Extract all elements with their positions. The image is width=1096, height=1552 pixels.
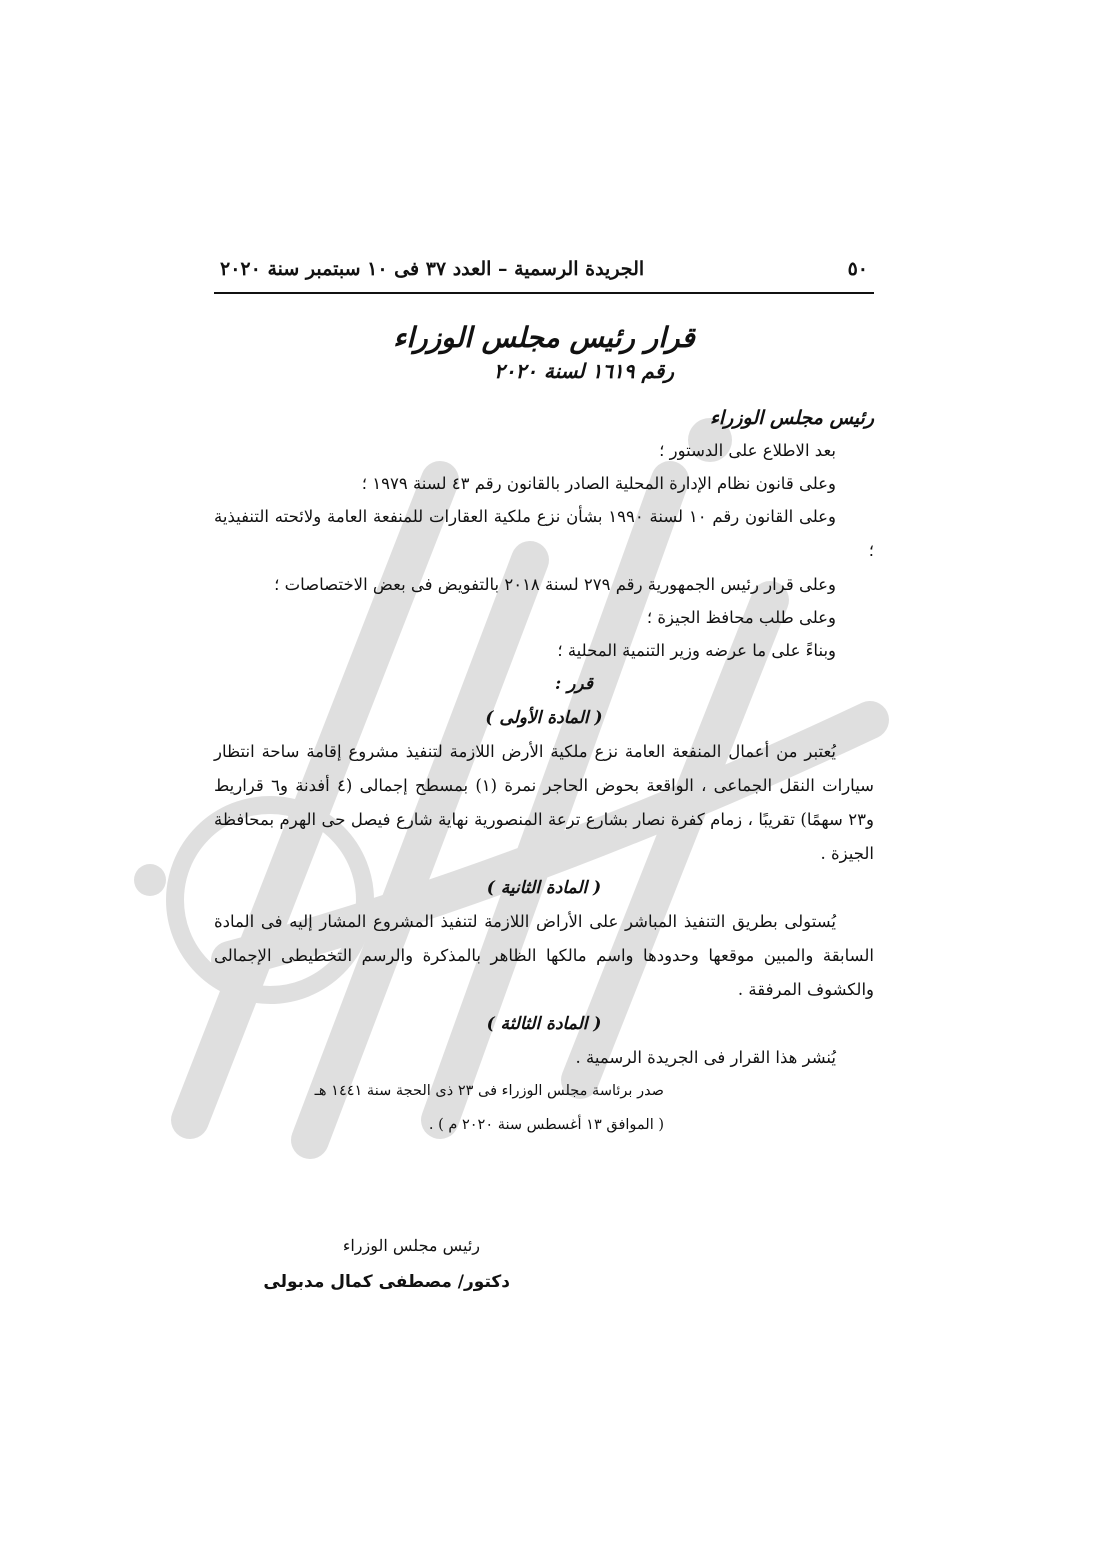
- preamble-line: وعلى طلب محافظ الجيزة ؛: [646, 608, 836, 627]
- page-number: ٥٠: [847, 258, 868, 280]
- gazette-issue-line: الجريدة الرسمية – العدد ٣٧ فى ١٠ سبتمبر سنة ٢٠٢٠: [220, 258, 645, 280]
- page-header: [214, 258, 874, 294]
- article-heading: ( المادة الأولى ): [485, 708, 603, 728]
- article-text: يُنشر هذا القرار فى الجريدة الرسمية .: [575, 1048, 836, 1067]
- signature-title: رئيس مجلس الوزراء: [342, 1236, 480, 1255]
- article-1: [214, 701, 874, 871]
- decree-title: قرار رئيس مجلس الوزراء: [393, 321, 695, 354]
- preamble: [214, 434, 874, 667]
- decree-word: قرر :: [555, 674, 593, 694]
- article-text: يُعتبر من أعمال المنفعة العامة نزع ملكية الأرض اللازمة لتنفيذ مشروع إقامة ساحة انتظار سيارات النقل الجماعى ، الواقعة بحوض الحاجر نمرة (١) بمسطح إجمالى (٤ أفدنة و٦ قراريط و٢٣ سهمًا) تقريبًا ، زمام كفرة نصار بشارع ترعة المنصورية نهاية شارع فيصل حى الهرم بمحافظة الجيزة .: [214, 742, 875, 863]
- preamble-line: وعلى قانون نظام الإدارة المحلية الصادر بالقانون رقم ٤٣ لسنة ١٩٧٩ ؛: [361, 474, 836, 493]
- preamble-line: بعد الاطلاع على الدستور ؛: [659, 441, 836, 460]
- article-3: [214, 1007, 874, 1074]
- issued-date-gregorian: ( الموافق ١٣ أغسطس سنة ٢٠٢٠ م ) .: [428, 1117, 664, 1133]
- decree-number: رقم ١٦١٩ لسنة ٢٠٢٠: [493, 359, 675, 383]
- article-text: يُستولى بطريق التنفيذ المباشر على الأراض اللازمة لتنفيذ المشروع المشار إليه فى المادة السابقة والمبين موقعها وحدودها واسم مالكها الظاهر بالمذكرة والرسم التخطيطى الإجمالى والكشوف المرفقة .: [214, 912, 874, 999]
- preamble-line: وعلى قرار رئيس الجمهورية رقم ٢٧٩ لسنة ٢٠١٨ بالتفويض فى بعض الاختصاصات ؛: [274, 575, 836, 594]
- preamble-line: وعلى القانون رقم ١٠ لسنة ١٩٩٠ بشأن نزع ملكية العقارات للمنفعة العامة ولائحته التنفيذية ؛: [214, 507, 874, 560]
- issued-date-hijri: صدر برئاسة مجلس الوزراء فى ٢٣ ذى الحجة سنة ١٤٤١ هـ: [314, 1083, 664, 1099]
- decree-document: [214, 258, 874, 1142]
- signature-block: [250, 1228, 510, 1300]
- signature-name: دكتور/ مصطفى كمال مدبولى: [263, 1272, 510, 1292]
- preamble-line: وبناءً على ما عرضه وزير التنمية المحلية ؛: [557, 641, 836, 660]
- article-heading: ( المادة الثالثة ): [486, 1014, 602, 1034]
- issuer-heading: رئيس مجلس الوزراء: [709, 407, 874, 429]
- article-heading: ( المادة الثانية ): [486, 878, 602, 898]
- article-2: [214, 871, 874, 1007]
